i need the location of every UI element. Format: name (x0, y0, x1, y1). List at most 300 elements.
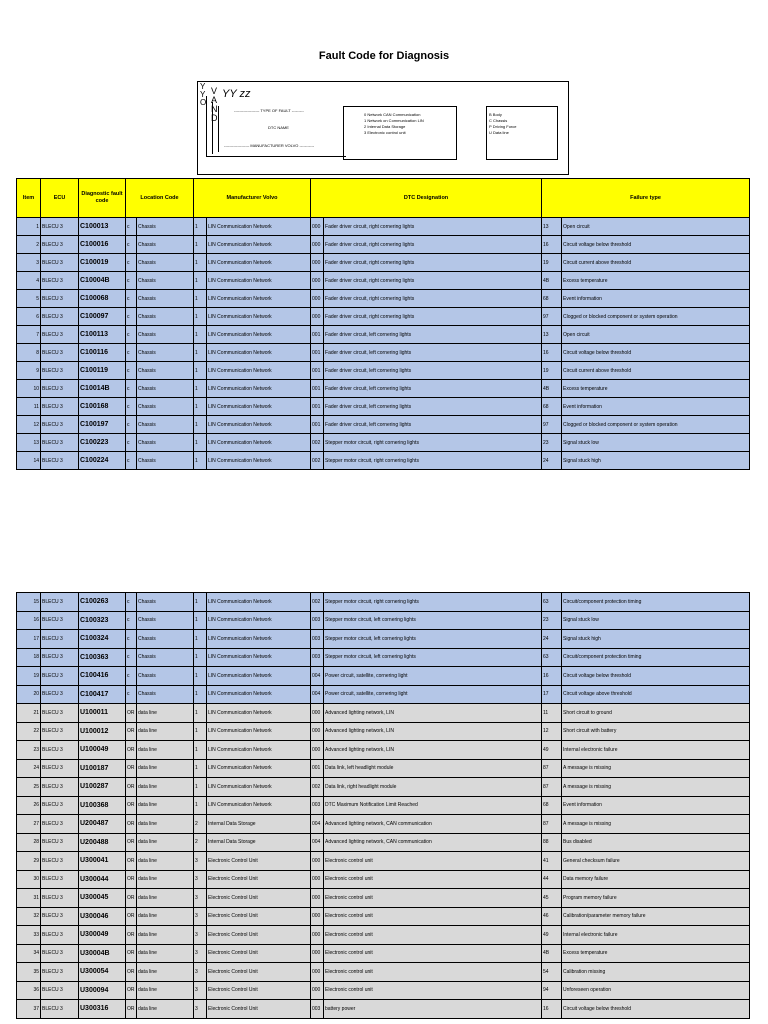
failure-type-cell: Circuit voltage below threshold (562, 1000, 750, 1019)
location-code-cell: c (126, 380, 137, 398)
location-name-cell: Chassis (137, 416, 194, 434)
manufacturer-name-cell: Internal Data Storage (207, 815, 311, 834)
location-code-cell: OR (126, 704, 137, 723)
failure-code-cell: 68 (542, 796, 562, 815)
manufacturer-code-cell: 3 (194, 870, 207, 889)
manufacturer-name-cell: LIN Communication Network (207, 630, 311, 649)
failure-code-cell: 24 (542, 630, 562, 649)
ecu-cell: BLECU 3 (41, 852, 79, 871)
legend-letter: A (211, 95, 218, 105)
manufacturer-code-cell: 1 (194, 778, 207, 797)
table-row (17, 667, 750, 686)
manufacturer-name-cell: Electronic Control Unit (207, 889, 311, 908)
manufacturer-name-cell: LIN Communication Network (207, 452, 311, 470)
dtc-name-label: DTC NAME (268, 125, 289, 130)
manufacturer-code-cell: 1 (194, 611, 207, 630)
location-code-cell: OR (126, 1000, 137, 1019)
failure-type-cell: Signal stuck high (562, 630, 750, 649)
dtc-code-cell: 002 (311, 452, 324, 470)
dfc-cell: U100368 (79, 796, 126, 815)
failure-code-cell: 19 (542, 362, 562, 380)
manufacturer-name-cell: LIN Communication Network (207, 593, 311, 612)
location-code-cell: OR (126, 963, 137, 982)
location-code-cell: OR (126, 907, 137, 926)
failure-code-cell: 12 (542, 722, 562, 741)
table-row (17, 452, 750, 470)
network-item: 0 Network CAN Communication (364, 112, 421, 117)
failure-code-cell: 87 (542, 759, 562, 778)
manufacturer-name-cell: Electronic Control Unit (207, 852, 311, 871)
ecu-cell: BLECU 3 (41, 907, 79, 926)
dtc-code-cell: 001 (311, 398, 324, 416)
location-code-cell: OR (126, 833, 137, 852)
location-code-cell: OR (126, 759, 137, 778)
item-cell: 8 (17, 344, 41, 362)
failure-type-cell: Open circuit (562, 326, 750, 344)
failure-code-cell: 17 (542, 685, 562, 704)
dtc-designation-cell: Fader driver circuit, right cornering lights (324, 218, 542, 236)
failure-code-cell: 4B (542, 944, 562, 963)
manufacturer-code-cell: 1 (194, 290, 207, 308)
item-cell: 22 (17, 722, 41, 741)
item-cell: 34 (17, 944, 41, 963)
manufacturer-code-cell: 1 (194, 344, 207, 362)
failure-type-cell: Unforeseen operation (562, 981, 750, 1000)
dtc-designation-cell: Fader driver circuit, left cornering lights (324, 344, 542, 362)
location-name-cell: Chassis (137, 218, 194, 236)
dfc-cell: U100187 (79, 759, 126, 778)
dfc-cell: C100068 (79, 290, 126, 308)
location-item: U Data line (489, 130, 509, 135)
dtc-designation-cell: Electronic control unit (324, 963, 542, 982)
dtc-designation-cell: Fader driver circuit, right cornering lights (324, 236, 542, 254)
location-code-cell: c (126, 254, 137, 272)
manufacturer-code-cell: 1 (194, 308, 207, 326)
manufacturer-code-cell: 1 (194, 630, 207, 649)
location-name-cell: Chassis (137, 308, 194, 326)
header-item: Item (17, 179, 41, 218)
dtc-designation-cell: Electronic control unit (324, 870, 542, 889)
manufacturer-name-cell: LIN Communication Network (207, 796, 311, 815)
table-row (17, 1000, 750, 1019)
item-cell: 7 (17, 326, 41, 344)
manufacturer-code-cell: 1 (194, 741, 207, 760)
failure-code-cell: 49 (542, 741, 562, 760)
failure-code-cell: 23 (542, 611, 562, 630)
dtc-code-cell: 003 (311, 796, 324, 815)
ecu-cell: BLECU 3 (41, 889, 79, 908)
dtc-designation-cell: Stepper motor circuit, right cornering lights (324, 593, 542, 612)
network-item: 1 Network on Communication LIN (364, 118, 424, 123)
dfc-cell: C100113 (79, 326, 126, 344)
dtc-code-cell: 001 (311, 362, 324, 380)
location-name-cell: data line (137, 981, 194, 1000)
manufacturer-name-cell: LIN Communication Network (207, 236, 311, 254)
failure-code-cell: 88 (542, 833, 562, 852)
manufacturer-name-cell: Electronic Control Unit (207, 907, 311, 926)
ecu-cell: BLECU 3 (41, 236, 79, 254)
location-name-cell: data line (137, 852, 194, 871)
location-name-cell: Chassis (137, 630, 194, 649)
failure-type-cell: Calibration/parameter memory failure (562, 907, 750, 926)
fault-code-table-2 (16, 592, 750, 1019)
item-cell: 36 (17, 981, 41, 1000)
dfc-cell: C100197 (79, 416, 126, 434)
dtc-designation-cell: Fader driver circuit, right cornering lights (324, 254, 542, 272)
table-row (17, 416, 750, 434)
legend-letter: N (211, 104, 218, 114)
ecu-cell: BLECU 3 (41, 611, 79, 630)
header-failure-type: Failure type (542, 179, 750, 218)
ecu-cell: BLECU 3 (41, 1000, 79, 1019)
dtc-designation-cell: Data link, left headlight module (324, 759, 542, 778)
manufacturer-code-cell: 1 (194, 434, 207, 452)
table-row (17, 741, 750, 760)
failure-type-cell: Event information (562, 796, 750, 815)
dtc-designation-cell: Advanced lighting network, CAN communication (324, 833, 542, 852)
location-name-cell: data line (137, 815, 194, 834)
failure-type-cell: General checksum failure (562, 852, 750, 871)
dtc-designation-cell: Stepper motor circuit, right cornering lights (324, 452, 542, 470)
failure-type-cell: Signal stuck low (562, 611, 750, 630)
item-cell: 14 (17, 452, 41, 470)
item-cell: 27 (17, 815, 41, 834)
ecu-cell: BLECU 3 (41, 815, 79, 834)
dfc-cell: C100013 (79, 218, 126, 236)
table-row (17, 815, 750, 834)
dtc-code-cell: 002 (311, 593, 324, 612)
dtc-code-cell: 001 (311, 326, 324, 344)
table-header-row (17, 179, 750, 218)
dtc-designation-cell: Electronic control unit (324, 889, 542, 908)
dfc-cell: U300054 (79, 963, 126, 982)
dtc-code-cell: 004 (311, 833, 324, 852)
location-code-cell: c (126, 308, 137, 326)
item-cell: 10 (17, 380, 41, 398)
failure-code-cell: 13 (542, 326, 562, 344)
network-box (343, 106, 457, 160)
header-dfc: Diagnostic fault code (79, 179, 126, 218)
ecu-cell: BLECU 3 (41, 452, 79, 470)
manufacturer-name-cell: LIN Communication Network (207, 380, 311, 398)
table-row (17, 944, 750, 963)
dtc-code-cell: 004 (311, 667, 324, 686)
failure-type-cell: Signal stuck high (562, 452, 750, 470)
dtc-designation-cell: Fader driver circuit, left cornering lights (324, 362, 542, 380)
table-row (17, 722, 750, 741)
failure-type-cell: Circuit voltage below threshold (562, 667, 750, 686)
manufacturer-code-cell: 3 (194, 981, 207, 1000)
failure-type-cell: Circuit current above threshold (562, 254, 750, 272)
table-row (17, 889, 750, 908)
dtc-code-cell: 000 (311, 236, 324, 254)
item-cell: 18 (17, 648, 41, 667)
failure-type-cell: Short circuit to ground (562, 704, 750, 723)
manufacturer-code-cell: 1 (194, 593, 207, 612)
location-name-cell: Chassis (137, 685, 194, 704)
ecu-cell: BLECU 3 (41, 722, 79, 741)
ecu-cell: BLECU 3 (41, 416, 79, 434)
manufacturer-code-cell: 3 (194, 963, 207, 982)
item-cell: 6 (17, 308, 41, 326)
location-code-cell: OR (126, 852, 137, 871)
dtc-code-cell: 003 (311, 611, 324, 630)
manufacturer-code-cell: 3 (194, 907, 207, 926)
manufacturer-name-cell: LIN Communication Network (207, 218, 311, 236)
failure-type-cell: A message is missing (562, 759, 750, 778)
dtc-code-cell: 000 (311, 741, 324, 760)
manufacturer-name-cell: LIN Communication Network (207, 434, 311, 452)
failure-code-cell: 63 (542, 648, 562, 667)
item-cell: 29 (17, 852, 41, 871)
failure-type-cell: Internal electronic failure (562, 926, 750, 945)
manufacturer-code-cell: 1 (194, 722, 207, 741)
table-row (17, 593, 750, 612)
location-code-cell: c (126, 452, 137, 470)
legend-line (206, 96, 207, 156)
table-row (17, 611, 750, 630)
location-code-cell: c (126, 434, 137, 452)
location-name-cell: data line (137, 833, 194, 852)
failure-type-cell: Bus disabled (562, 833, 750, 852)
failure-type-cell: Signal stuck low (562, 434, 750, 452)
ecu-cell: BLECU 3 (41, 648, 79, 667)
location-name-cell: data line (137, 889, 194, 908)
dtc-code-cell: 001 (311, 344, 324, 362)
failure-code-cell: 16 (542, 236, 562, 254)
dtc-code-cell: 000 (311, 308, 324, 326)
legend-letter: Y (200, 90, 206, 99)
failure-type-cell: Circuit/component protection timing (562, 648, 750, 667)
location-box (486, 106, 558, 160)
table-row (17, 759, 750, 778)
dtc-designation-cell: Fader driver circuit, left cornering lights (324, 380, 542, 398)
ecu-cell: BLECU 3 (41, 704, 79, 723)
ecu-cell: BLECU 3 (41, 308, 79, 326)
manufacturer-code-cell: 1 (194, 326, 207, 344)
manufacturer-name-cell: LIN Communication Network (207, 667, 311, 686)
dtc-code-cell: 003 (311, 630, 324, 649)
manufacturer-name-cell: LIN Communication Network (207, 722, 311, 741)
dtc-code-cell: 000 (311, 704, 324, 723)
item-cell: 13 (17, 434, 41, 452)
type-of-fault-label: ------------------- TYPE OF FAULT --------- (234, 108, 304, 113)
location-code-cell: OR (126, 926, 137, 945)
dtc-code-cell: 000 (311, 944, 324, 963)
manufacturer-code-cell: 1 (194, 272, 207, 290)
location-name-cell: data line (137, 944, 194, 963)
legend-code-text: YY zz (222, 88, 251, 100)
failure-code-cell: 46 (542, 907, 562, 926)
header-ecu: ECU (41, 179, 79, 218)
ecu-cell: BLECU 3 (41, 944, 79, 963)
dtc-code-cell: 000 (311, 218, 324, 236)
legend-letter: Y (200, 82, 206, 91)
dtc-designation-cell: Data link, right headlight module (324, 778, 542, 797)
legend-letter: O (200, 98, 207, 107)
ecu-cell: BLECU 3 (41, 434, 79, 452)
manufacturer-label: ------------------- MANUFACTURER VOLVO ----------- (224, 143, 315, 148)
location-code-cell: OR (126, 741, 137, 760)
manufacturer-code-cell: 1 (194, 685, 207, 704)
location-name-cell: data line (137, 870, 194, 889)
dtc-code-cell: 001 (311, 416, 324, 434)
location-name-cell: Chassis (137, 452, 194, 470)
table-row (17, 907, 750, 926)
table-row (17, 272, 750, 290)
ecu-cell: BLECU 3 (41, 344, 79, 362)
ecu-cell: BLECU 3 (41, 254, 79, 272)
dtc-designation-cell: battery power (324, 1000, 542, 1019)
location-code-cell: OR (126, 870, 137, 889)
manufacturer-name-cell: LIN Communication Network (207, 611, 311, 630)
manufacturer-code-cell: 1 (194, 416, 207, 434)
dtc-code-cell: 003 (311, 1000, 324, 1019)
failure-code-cell: 49 (542, 926, 562, 945)
manufacturer-name-cell: LIN Communication Network (207, 685, 311, 704)
ecu-cell: BLECU 3 (41, 685, 79, 704)
failure-code-cell: 41 (542, 852, 562, 871)
location-name-cell: Chassis (137, 290, 194, 308)
item-cell: 5 (17, 290, 41, 308)
manufacturer-code-cell: 3 (194, 926, 207, 945)
table-row (17, 380, 750, 398)
table-row (17, 362, 750, 380)
dfc-cell: C100016 (79, 236, 126, 254)
location-name-cell: Chassis (137, 611, 194, 630)
manufacturer-code-cell: 3 (194, 944, 207, 963)
dtc-code-cell: 000 (311, 926, 324, 945)
dtc-designation-cell: Advanced lighting network, LIN (324, 722, 542, 741)
failure-type-cell: Excess temperature (562, 944, 750, 963)
location-name-cell: Chassis (137, 593, 194, 612)
dtc-code-cell: 004 (311, 815, 324, 834)
ecu-cell: BLECU 3 (41, 667, 79, 686)
dtc-designation-cell: Fader driver circuit, left cornering lights (324, 416, 542, 434)
table-row (17, 833, 750, 852)
location-name-cell: data line (137, 741, 194, 760)
table-row (17, 434, 750, 452)
item-cell: 32 (17, 907, 41, 926)
manufacturer-code-cell: 1 (194, 218, 207, 236)
failure-code-cell: 11 (542, 704, 562, 723)
failure-code-cell: 68 (542, 290, 562, 308)
table-row (17, 308, 750, 326)
dtc-code-cell: 000 (311, 963, 324, 982)
manufacturer-name-cell: LIN Communication Network (207, 362, 311, 380)
item-cell: 21 (17, 704, 41, 723)
dtc-designation-cell: Electronic control unit (324, 981, 542, 1000)
network-item: 3 Electronic control unit (364, 130, 406, 135)
manufacturer-code-cell: 1 (194, 759, 207, 778)
dtc-designation-cell: Electronic control unit (324, 907, 542, 926)
location-name-cell: data line (137, 907, 194, 926)
dtc-designation-cell: Electronic control unit (324, 926, 542, 945)
ecu-cell: BLECU 3 (41, 778, 79, 797)
table-row (17, 926, 750, 945)
manufacturer-name-cell: Internal Data Storage (207, 833, 311, 852)
location-code-cell: c (126, 630, 137, 649)
dtc-code-cell: 002 (311, 778, 324, 797)
manufacturer-name-cell: LIN Communication Network (207, 344, 311, 362)
dtc-designation-cell: Power circuit, satellite, cornering light (324, 685, 542, 704)
item-cell: 25 (17, 778, 41, 797)
manufacturer-code-cell: 1 (194, 254, 207, 272)
failure-type-cell: Clogged or blocked component or system operation (562, 308, 750, 326)
item-cell: 16 (17, 611, 41, 630)
dfc-cell: C100097 (79, 308, 126, 326)
manufacturer-code-cell: 2 (194, 833, 207, 852)
legend-letter: V (211, 86, 218, 96)
manufacturer-name-cell: LIN Communication Network (207, 778, 311, 797)
manufacturer-name-cell: Electronic Control Unit (207, 926, 311, 945)
failure-code-cell: 87 (542, 815, 562, 834)
failure-code-cell: 24 (542, 452, 562, 470)
table-row (17, 981, 750, 1000)
dfc-cell: C10014B (79, 380, 126, 398)
ecu-cell: BLECU 3 (41, 593, 79, 612)
location-code-cell: c (126, 648, 137, 667)
table-row (17, 778, 750, 797)
failure-type-cell: Clogged or blocked component or system operation (562, 416, 750, 434)
item-cell: 2 (17, 236, 41, 254)
dtc-designation-cell: Advanced lighting network, LIN (324, 741, 542, 760)
ecu-cell: BLECU 3 (41, 362, 79, 380)
location-name-cell: Chassis (137, 398, 194, 416)
dfc-cell: U100012 (79, 722, 126, 741)
dfc-cell: U100287 (79, 778, 126, 797)
item-cell: 24 (17, 759, 41, 778)
ecu-cell: BLECU 3 (41, 741, 79, 760)
table-row (17, 236, 750, 254)
dtc-code-cell: 000 (311, 870, 324, 889)
location-name-cell: Chassis (137, 362, 194, 380)
item-cell: 1 (17, 218, 41, 236)
location-name-cell: Chassis (137, 667, 194, 686)
manufacturer-code-cell: 1 (194, 667, 207, 686)
header-dtc-designation: DTC Designation (311, 179, 542, 218)
dfc-cell: C100224 (79, 452, 126, 470)
table-row (17, 852, 750, 871)
item-cell: 15 (17, 593, 41, 612)
ecu-cell: BLECU 3 (41, 290, 79, 308)
location-code-cell: c (126, 326, 137, 344)
table-row (17, 870, 750, 889)
location-name-cell: Chassis (137, 344, 194, 362)
manufacturer-code-cell: 1 (194, 236, 207, 254)
failure-code-cell: 94 (542, 981, 562, 1000)
dtc-designation-cell: Fader driver circuit, right cornering lights (324, 290, 542, 308)
item-cell: 19 (17, 667, 41, 686)
item-cell: 12 (17, 416, 41, 434)
location-name-cell: Chassis (137, 434, 194, 452)
dfc-cell: U300046 (79, 907, 126, 926)
dfc-cell: C100168 (79, 398, 126, 416)
manufacturer-name-cell: LIN Communication Network (207, 254, 311, 272)
failure-code-cell: 16 (542, 344, 562, 362)
location-item: B Body (489, 112, 502, 117)
location-code-cell: c (126, 290, 137, 308)
location-code-cell: OR (126, 796, 137, 815)
location-name-cell: data line (137, 778, 194, 797)
dtc-code-cell: 000 (311, 272, 324, 290)
failure-type-cell: Circuit voltage below threshold (562, 344, 750, 362)
failure-type-cell: Data memory failure (562, 870, 750, 889)
page-title: Fault Code for Diagnosis (318, 50, 450, 62)
table-row (17, 344, 750, 362)
ecu-cell: BLECU 3 (41, 326, 79, 344)
dtc-designation-cell: Advanced lighting network, LIN (324, 704, 542, 723)
